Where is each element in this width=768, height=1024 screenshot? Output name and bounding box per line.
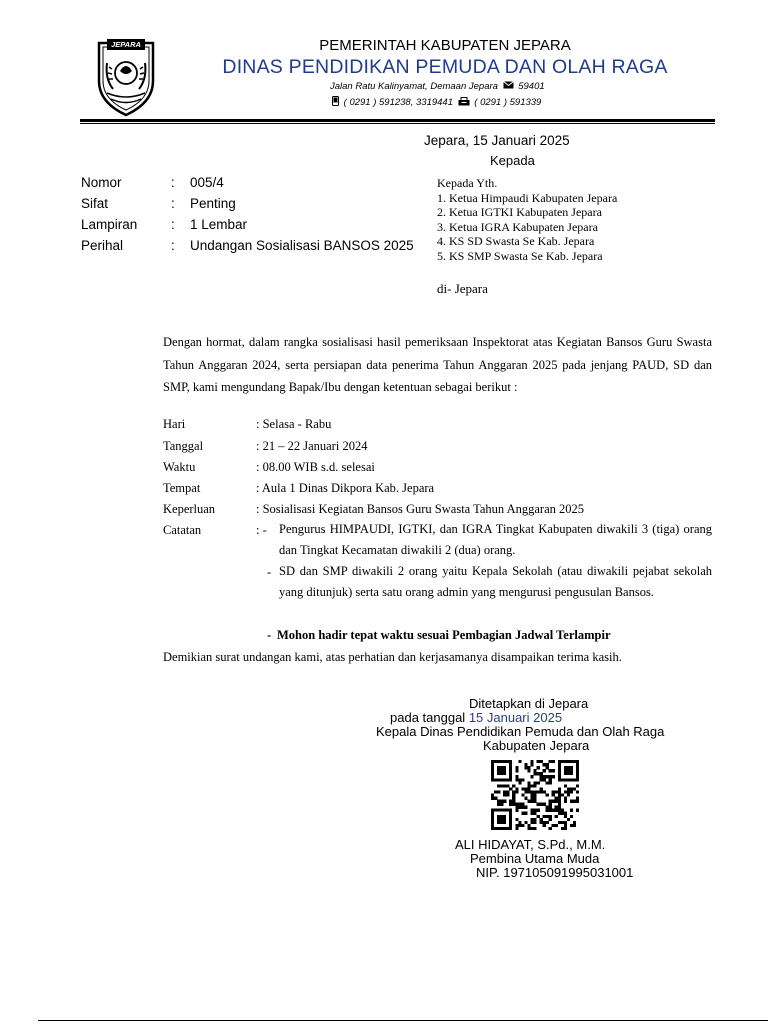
phone-numbers: ( 0291 ) 591238, 3319441 bbox=[343, 97, 453, 109]
closing-paragraph: Demikian surat undangan kami, atas perhatian dan kerjasamanya disampaikan terima kasih. bbox=[163, 650, 622, 664]
address-text: Jalan Ratu Kalinyamat, Demaan Jepara bbox=[330, 81, 498, 93]
recipient-heading: Kepada bbox=[490, 153, 535, 168]
meta-label-sifat: Sifat bbox=[81, 196, 109, 211]
detail-label-tanggal: Tanggal bbox=[163, 439, 204, 453]
envelope-icon bbox=[503, 81, 514, 92]
detail-label-hari: Hari bbox=[163, 417, 186, 431]
detail-value-tanggal: : 21 – 22 Januari 2024 bbox=[256, 439, 368, 453]
addressee-item: 1. Ketua Himpaudi Kabupaten Jepara bbox=[437, 190, 618, 205]
signature-place: Ditetapkan di Jepara bbox=[469, 696, 589, 711]
meta-colon: : bbox=[171, 175, 175, 190]
logo-text: JEPARA bbox=[111, 40, 141, 49]
meta-value-lampiran: 1 Lembar bbox=[190, 217, 248, 232]
signature-date-value: 15 Januari 2025 bbox=[468, 710, 563, 725]
meta-value-sifat: Penting bbox=[190, 196, 236, 211]
footer-divider bbox=[38, 1020, 768, 1021]
meta-label-nomor: Nomor bbox=[81, 175, 122, 190]
meta-colon: : bbox=[171, 196, 175, 211]
addressee-item: 2. Ketua IGTKI Kabupaten Jepara bbox=[437, 205, 602, 219]
note-bullet: - bbox=[267, 628, 272, 642]
government-name: PEMERINTAH KABUPATEN JEPARA bbox=[319, 37, 571, 54]
note-bullet: - bbox=[267, 565, 272, 579]
postal-code: 59401 bbox=[518, 81, 545, 93]
note-2: SD dan SMP diwakili 2 orang yaitu Kepala Sekolah (atau diwakili pejabat sekolah yang ditunjuk) serta satu orang admin yang mengurusi pengusulan Bansos. bbox=[279, 564, 712, 599]
addressee-item: 5. KS SMP Swasta Se Kab. Jepara bbox=[437, 248, 603, 263]
detail-value-waktu: : 08.00 WIB s.d. selesai bbox=[256, 460, 375, 474]
office-phone bbox=[330, 96, 541, 109]
signature-date-prefix: pada tanggal bbox=[390, 710, 466, 725]
office-address bbox=[330, 81, 545, 92]
meta-colon: : bbox=[171, 217, 175, 232]
detail-value-keperluan: : Sosialisasi Kegiatan Bansos Guru Swasta Tahun Anggaran 2025 bbox=[256, 502, 585, 516]
meta-label-perihal: Perihal bbox=[81, 238, 124, 253]
note-1: Pengurus HIMPAUDI, IGTKI, dan IGRA Tingkat Kabupaten diwakili 3 (tiga) orang dan Tingkat Kecamatan diwakili 2 (dua) orang. bbox=[279, 522, 712, 557]
detail-label-waktu: Waktu bbox=[163, 460, 196, 474]
addressee-location: di- Jepara bbox=[437, 281, 488, 296]
meta-value-nomor: 005/4 bbox=[190, 175, 224, 190]
addressee-list bbox=[437, 176, 617, 263]
signatory-nip: NIP. 197105091995031001 bbox=[476, 865, 634, 880]
addressee-item: 4. KS SD Swasta Se Kab. Jepara bbox=[437, 234, 595, 248]
detail-value-tempat: : Aula 1 Dinas Dikpora Kab. Jepara bbox=[256, 481, 435, 495]
signatory-region: Kabupaten Jepara bbox=[483, 738, 590, 753]
detail-label-tempat: Tempat bbox=[163, 481, 201, 495]
signature-date bbox=[390, 710, 562, 725]
signatory-name: ALI HIDAYAT, S.Pd., M.M. bbox=[455, 837, 606, 852]
meta-colon: : bbox=[171, 238, 175, 253]
phone-icon bbox=[332, 96, 339, 109]
detail-value-hari: : Selasa - Rabu bbox=[256, 417, 332, 431]
signatory-rank: Pembina Utama Muda bbox=[470, 851, 600, 866]
detail-label-keperluan: Keperluan bbox=[163, 502, 216, 516]
qr-code-signature bbox=[491, 760, 579, 830]
addressee-item: 3. Ketua IGRA Kabupaten Jepara bbox=[437, 219, 598, 234]
meta-value-perihal: Undangan Sosialisasi BANSOS 2025 bbox=[190, 238, 414, 253]
fax-number: ( 0291 ) 591339 bbox=[474, 97, 542, 109]
notes-label: Catatan bbox=[163, 523, 202, 537]
header-divider bbox=[80, 119, 715, 124]
note-3: Mohon hadir tepat waktu sesuai Pembagian Jadwal Terlampir bbox=[277, 628, 611, 642]
addressee-intro: Kepada Yth. bbox=[437, 176, 498, 190]
jepara-regency-logo bbox=[93, 37, 159, 117]
signatory-position: Kepala Dinas Pendidikan Pemuda dan Olah Raga bbox=[376, 724, 665, 739]
fax-icon bbox=[458, 97, 470, 109]
notes-colon: : - bbox=[256, 523, 267, 537]
meta-label-lampiran: Lampiran bbox=[81, 217, 138, 232]
body-paragraph: Dengan hormat, dalam rangka sosialisasi hasil pemeriksaan Inspektorat atas Kegiatan Bansos Guru Swasta Tahun Anggaran 2024, serta persiapan data penerima Tahun Anggaran 2025 pada jenjang PAUD, SD dan SMP, kami mengundang Bapak/Ibu dengan ketentuan sebagai berikut : bbox=[163, 335, 712, 394]
letter-place-date: Jepara, 15 Januari 2025 bbox=[424, 133, 570, 148]
office-name: DINAS PENDIDIKAN PEMUDA DAN OLAH RAGA bbox=[222, 56, 668, 78]
